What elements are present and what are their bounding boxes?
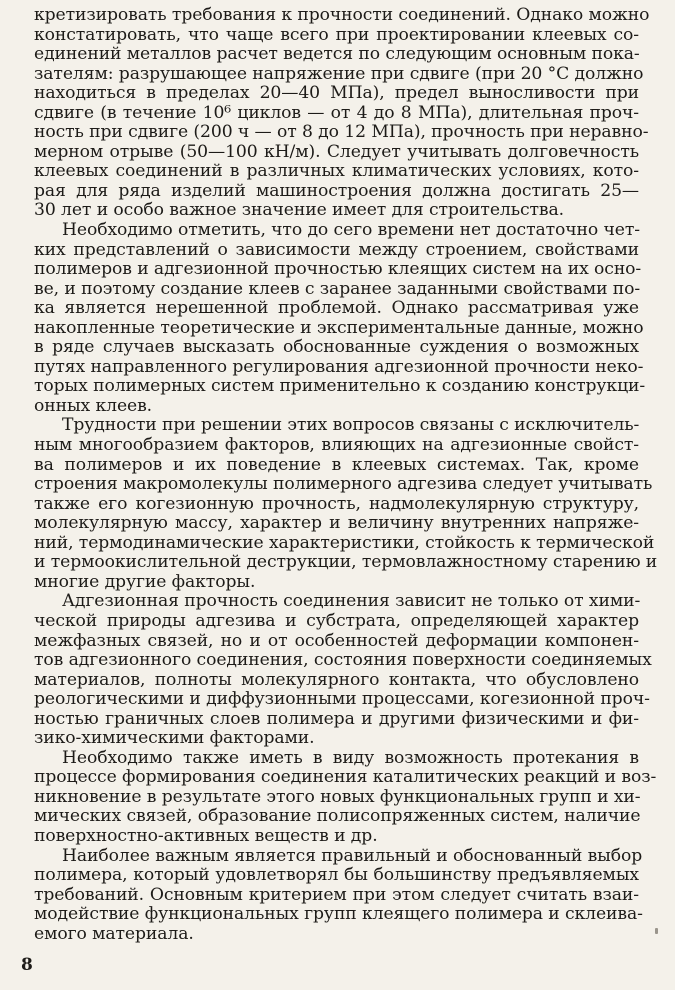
text-line: кретизировать требования к прочности соединений. Однако можно xyxy=(34,5,650,25)
text-line: мических связей, образование полисопряженных систем, наличие xyxy=(34,806,641,827)
text-line: молекулярную массу, характер и величину внутренних напряже- xyxy=(34,513,639,534)
text-line: и термоокислительной деструкции, термовлажностному старению и xyxy=(34,552,658,573)
text-line: межфазных связей, но и от особенностей деформации компонен- xyxy=(34,630,639,651)
text-line: ких представлений о зависимости между строением, свойствами xyxy=(34,239,639,260)
text-line: никновение в результате этого новых функциональных групп и хи- xyxy=(34,786,641,807)
text-line: Необходимо также иметь в виду возможность протекания в xyxy=(62,747,639,768)
document-page xyxy=(34,5,658,944)
text-line: модействие функциональных групп клеящего полимера и склеива- xyxy=(34,904,643,925)
text-line: многие другие факторы. xyxy=(34,571,256,592)
text-line: ве, и поэтому создание клеев с заранее заданными свойствами по- xyxy=(34,278,641,299)
text-line: полимеров и адгезионной прочностью клеящих систем на их осно- xyxy=(34,259,642,280)
text-line: единений металлов расчет ведется по следующим основным пока- xyxy=(34,44,640,65)
body-text xyxy=(34,5,658,944)
text-line: Адгезионная прочность соединения зависит не только от хими- xyxy=(62,591,641,612)
text-line: ческой природы адгезива и субстрата, определяющей характер xyxy=(34,610,639,631)
text-line: ний, термодинамические характеристики, стойкость к термической xyxy=(34,532,655,553)
text-line: сдвиге (в течение 10⁶ циклов — от 4 до 8 МПа), длительная проч- xyxy=(34,102,639,123)
text-line: ность при сдвиге (200 ч — от 8 до 12 МПа), прочность при неравно- xyxy=(34,122,649,143)
text-line: зателям: разрушающее напряжение при сдвиге (при 20 °С должно xyxy=(34,63,644,84)
text-line: находиться в пределах 20—40 МПа), предел выносливости при xyxy=(34,83,639,104)
text-line: емого материала. xyxy=(34,923,194,944)
paragraph xyxy=(34,5,650,221)
text-line: 30 лет и особо важное значение имеет для строительства. xyxy=(34,200,564,221)
text-line: онных клеев. xyxy=(34,395,153,416)
page-number: 8 xyxy=(21,955,33,975)
text-line: рая для ряда изделий машиностроения должна достигать 25— xyxy=(34,180,639,201)
text-line: ва полимеров и их поведение в клеевых системах. Так, кроме xyxy=(34,454,639,475)
text-line: тов адгезионного соединения, состояния поверхности соединяемых xyxy=(34,650,652,671)
text-line: накопленные теоретические и экспериментальные данные, можно xyxy=(34,317,644,338)
text-line: поверхностно-активных веществ и др. xyxy=(34,825,378,846)
text-line: материалов, полноты молекулярного контакта, что обусловлено xyxy=(34,669,639,690)
text-line: процессе формирования соединения каталитических реакций и воз- xyxy=(34,767,657,788)
text-line: полимера, который удовлетворял бы большинству предъявляемых xyxy=(34,865,639,886)
text-line: Трудности при решении этих вопросов связаны с исключитель- xyxy=(62,415,640,436)
text-line: Наиболее важным является правильный и обоснованный выбор xyxy=(62,845,643,866)
text-line: реологическими и диффузионными процессами, когезионной проч- xyxy=(34,689,650,710)
text-line: путях направленного регулирования адгезионной прочности неко- xyxy=(34,356,644,377)
text-line: мерном отрыве (50—100 кН/м). Следует учитывать долговечность xyxy=(34,141,639,162)
text-line: зико-химическими факторами. xyxy=(34,728,315,749)
text-line: строения макромолекулы полимерного адгезива следует учитывать xyxy=(34,474,653,495)
scan-speck xyxy=(655,928,658,934)
text-line: торых полимерных систем применительно к созданию конструкци- xyxy=(34,376,646,397)
text-line: в ряде случаев высказать обоснованные суждения о возможных xyxy=(34,337,639,358)
paragraph xyxy=(34,415,658,592)
text-line: ным многообразием факторов, влияющих на адгезионные свойст- xyxy=(34,435,639,456)
text-line: требований. Основным критерием при этом следует считать взаи- xyxy=(34,884,639,905)
paragraph xyxy=(34,220,646,416)
text-line: ка является нерешенной проблемой. Однако рассматривая уже xyxy=(34,298,639,319)
text-line: ностью граничных слоев полимера и другими физическими и фи- xyxy=(34,708,639,729)
text-line: Необходимо отметить, что до сего времени нет достаточно чет- xyxy=(62,220,640,241)
text-line: констатировать, что чаще всего при проектировании клеевых со- xyxy=(34,24,639,45)
text-line: клеевых соединений в различных климатических условиях, кото- xyxy=(34,161,639,182)
paragraph xyxy=(34,845,643,945)
text-line: также его когезионную прочность, надмолекулярную структуру, xyxy=(34,493,639,514)
paragraph xyxy=(34,591,652,749)
paragraph xyxy=(34,747,657,847)
